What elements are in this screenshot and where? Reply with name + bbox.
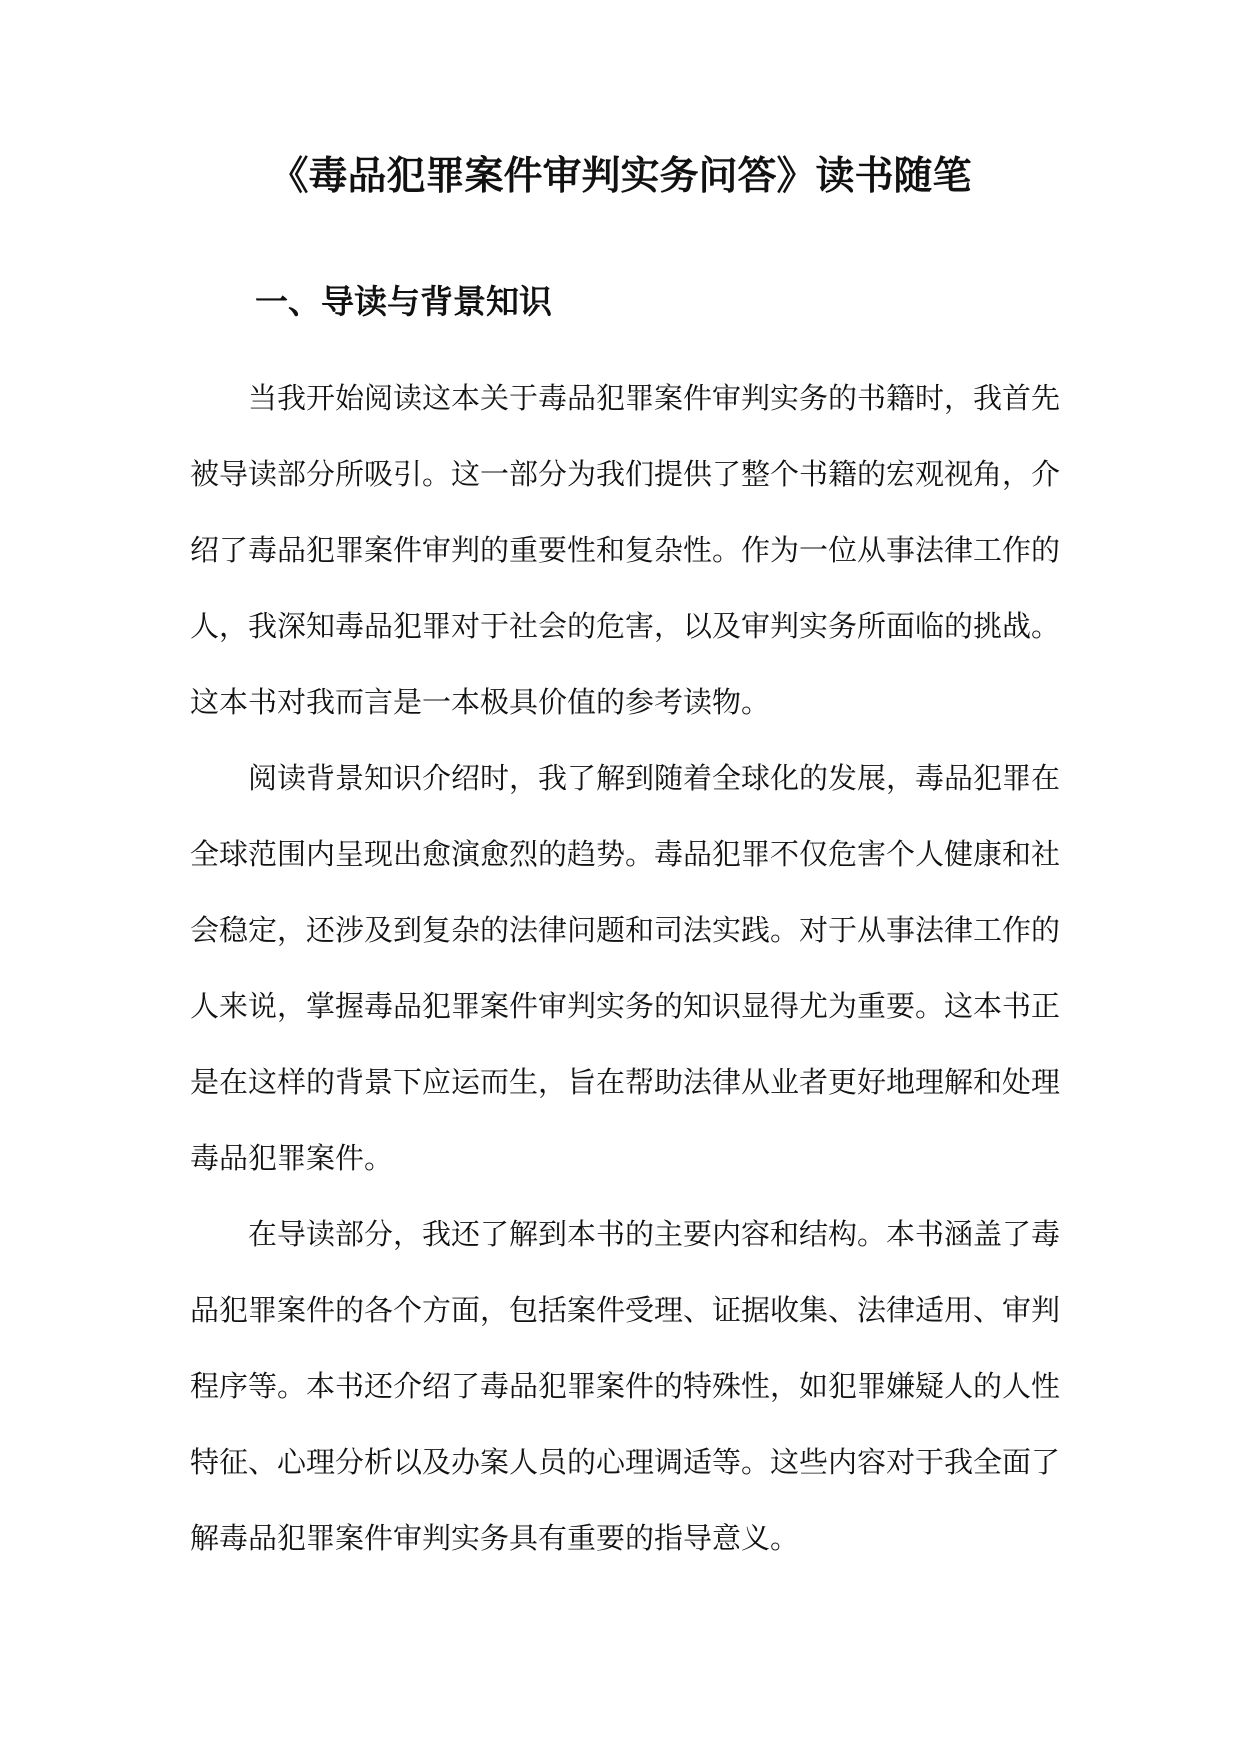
body-text [190, 360, 1060, 1576]
paragraph: 在导读部分，我还了解到本书的主要内容和结构。本书涵盖了毒品犯罪案件的各个方面，包括案件受理、证据收集、法律适用、审判程序等。本书还介绍了毒品犯罪案件的特殊性，如犯罪嫌疑人的人性特征、心理分析以及办案人员的心理调适等。这些内容对于我全面了解毒品犯罪案件审判实务具有重要的指导意义。 [190, 1217, 1061, 1555]
paragraph: 阅读背景知识介绍时，我了解到随着全球化的发展，毒品犯罪在全球范围内呈现出愈演愈烈的趋势。毒品犯罪不仅危害个人健康和社会稳定，还涉及到复杂的法律问题和司法实践。对于从事法律工作的人来说，掌握毒品犯罪案件审判实务的知识显得尤为重要。这本书正是在这样的背景下应运而生，旨在帮助法律从业者更好地理解和处理毒品犯罪案件。 [190, 761, 1061, 1175]
document-title: 《毒品犯罪案件审判实务问答》读书随笔 [269, 153, 972, 199]
paragraph: 当我开始阅读这本关于毒品犯罪案件审判实务的书籍时，我首先被导读部分所吸引。这一部分为我们提供了整个书籍的宏观视角，介绍了毒品犯罪案件审判的重要性和复杂性。作为一位从事法律工作的人，我深知毒品犯罪对于社会的危害，以及审判实务所面临的挑战。这本书对我而言是一本极具价值的参考读物。 [190, 381, 1061, 719]
section-heading: 一、导读与背景知识 [255, 282, 552, 321]
